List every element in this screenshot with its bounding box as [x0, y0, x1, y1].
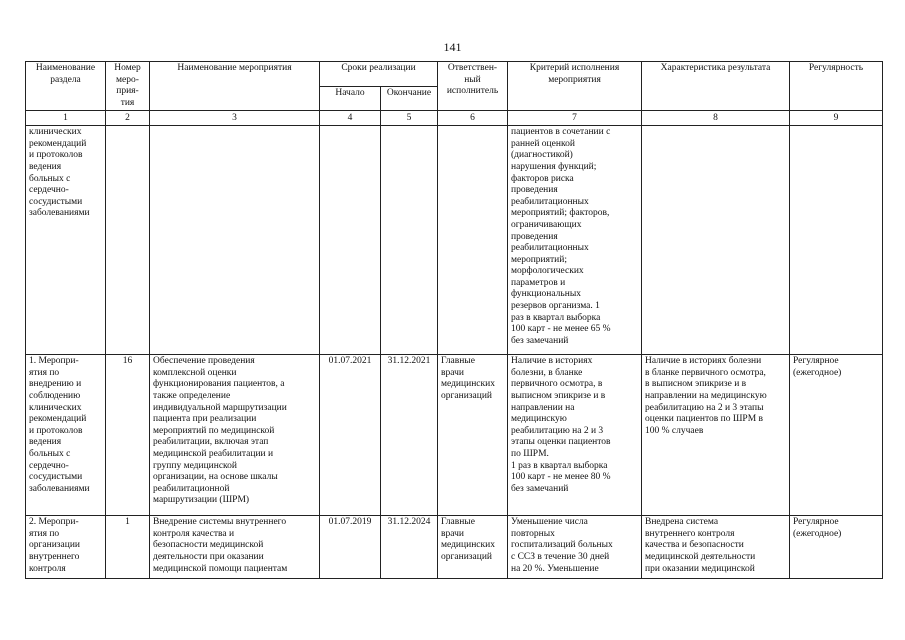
cell-regularity: Регулярное (ежегодное) [790, 516, 883, 579]
header-section: Наименование раздела [26, 62, 106, 111]
cell-result [642, 126, 790, 355]
column-number: 9 [790, 111, 883, 126]
cell-end: 31.12.2021 [381, 355, 438, 516]
header-executor: Ответствен- ный исполнитель [438, 62, 508, 111]
cell-number [106, 126, 150, 355]
cell-result: Наличие в историях болезни в бланке первичного осмотра, в выписном эпикризе и в направлении на медицинскую реабилитацию на 2 и 3 этапы оценки пациентов по ШРМ в 100 % случаев [642, 355, 790, 516]
column-number: 5 [381, 111, 438, 126]
cell-start [320, 126, 381, 355]
page-number: 141 [443, 40, 462, 54]
cell-end [381, 126, 438, 355]
header-result: Характеристика результата [642, 62, 790, 111]
column-number: 4 [320, 111, 381, 126]
cell-start: 01.07.2019 [320, 516, 381, 579]
cell-executor [438, 126, 508, 355]
cell-end: 31.12.2024 [381, 516, 438, 579]
cell-criterion: пациентов в сочетании с ранней оценкой (диагностикой) нарушения функций; факторов риска проведения реабилитационных мероприятий; факторов, ограничивающих проведения реабилитационных мероприятий; морфологических параметров и функциональных резервов организма. 1 раз в квартал выборка 100 карт - не менее 65 % без замечаний [508, 126, 642, 355]
cell-criterion: Наличие в историях болезни, в бланке первичного осмотра, в выписном эпикризе и в направлении на медицинскую реабилитацию на 2 и 3 этапы оценки пациентов по ШРМ. 1 раз в квартал выборка 100 карт - не менее 80 % без замечаний [508, 355, 642, 516]
cell-activity [150, 126, 320, 355]
cell-number: 1 [106, 516, 150, 579]
cell-executor: Главные врачи медицинских организаций [438, 355, 508, 516]
column-number: 2 [106, 111, 150, 126]
header-row [26, 62, 883, 87]
column-number: 3 [150, 111, 320, 126]
cell-start: 01.07.2021 [320, 355, 381, 516]
header-regularity: Регулярность [790, 62, 883, 111]
table-row [26, 355, 883, 516]
header-terms: Сроки реализации [320, 62, 438, 87]
cell-activity: Внедрение системы внутреннего контроля качества и безопасности медицинской деятельности при оказании медицинской помощи пациентам [150, 516, 320, 579]
table-row [26, 516, 883, 579]
cell-section: 1. Меропри- ятия по внедрению и соблюдению клинических рекомендаций и протоколов ведения больных с сердечно- сосудистыми заболеваниями [26, 355, 106, 516]
cell-number: 16 [106, 355, 150, 516]
header-end: Окончание [381, 86, 438, 111]
table-row [26, 126, 883, 355]
header-criterion: Критерий исполнения мероприятия [508, 62, 642, 111]
cell-executor: Главные врачи медицинских организаций [438, 516, 508, 579]
cell-regularity: Регулярное (ежегодное) [790, 355, 883, 516]
header-number: Номер меро- прия- тия [106, 62, 150, 111]
cell-criterion: Уменьшение числа повторных госпитализаций больных с ССЗ в течение 30 дней на 20 %. Уменьшение [508, 516, 642, 579]
column-number: 1 [26, 111, 106, 126]
cell-regularity [790, 126, 883, 355]
header-start: Начало [320, 86, 381, 111]
cell-section: клинических рекомендаций и протоколов ведения больных с сердечно- сосудистыми заболеваниями [26, 126, 106, 355]
column-number: 6 [438, 111, 508, 126]
column-number-row [26, 111, 883, 126]
cell-activity: Обеспечение проведения комплексной оценки функционирования пациентов, а также определение индивидуальной маршрутизации пациента при реализации мероприятий по медицинской реабилитации, включая этап медицинской реабилитации и группу медицинской организации, на основе шкалы реабилитационной маршрутизации (ШРМ) [150, 355, 320, 516]
column-number: 8 [642, 111, 790, 126]
cell-result: Внедрена система внутреннего контроля качества и безопасности медицинской деятельности при оказании медицинской [642, 516, 790, 579]
cell-section: 2. Меропри- ятия по организации внутреннего контроля [26, 516, 106, 579]
column-number: 7 [508, 111, 642, 126]
activities-table [25, 61, 883, 579]
header-activity: Наименование мероприятия [150, 62, 320, 111]
